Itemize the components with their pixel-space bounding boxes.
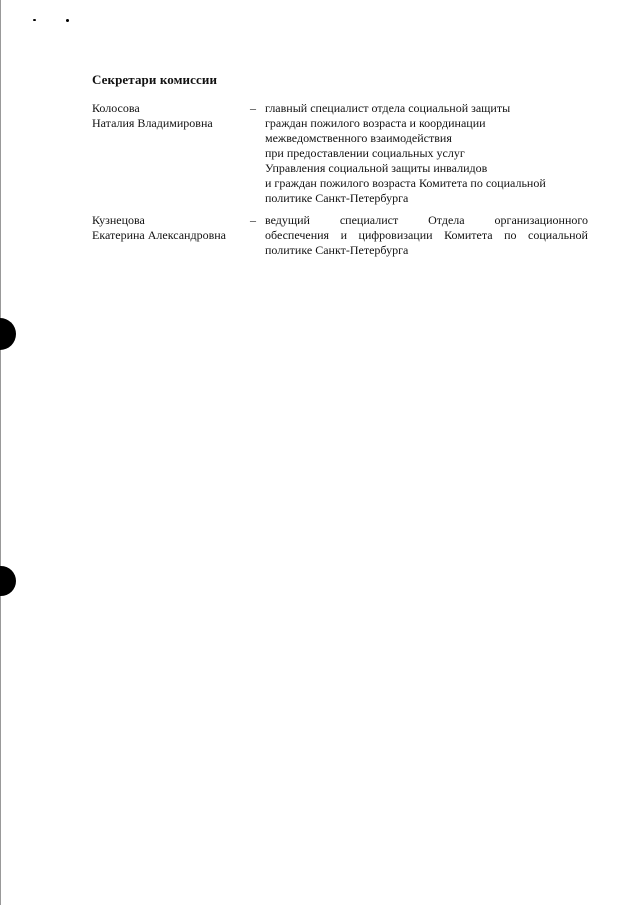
punch-hole	[0, 318, 16, 350]
position-line: политике Санкт-Петербурга	[265, 191, 409, 205]
position-word: организационного	[494, 213, 588, 227]
section-title: Секретари комиссии	[92, 72, 218, 87]
dash-separator: –	[250, 213, 256, 227]
position-line: и граждан пожилого возраста Комитета по социальной	[265, 176, 546, 190]
scan-speck	[66, 19, 69, 22]
position-line: Управления социальной защиты инвалидов	[265, 161, 488, 175]
position-word: и	[340, 228, 348, 242]
position-word: Отдела	[428, 213, 465, 227]
scan-speck	[33, 19, 36, 21]
position-line	[265, 228, 588, 243]
member-surname: Колосова	[92, 101, 140, 115]
scan-edge-line	[0, 0, 1, 905]
position-word: по	[504, 228, 517, 242]
member-surname: Кузнецова	[92, 213, 145, 227]
position-line: главный специалист отдела социальной защиты	[265, 101, 511, 115]
member-position	[265, 101, 588, 206]
position-word: ведущий	[265, 213, 310, 227]
position-line: межведомственного взаимодействия	[265, 131, 452, 145]
position-word: Комитета	[444, 228, 493, 242]
position-word: социальной	[528, 228, 588, 242]
member-position	[265, 213, 588, 258]
member-given-names: Наталия Владимировна	[92, 116, 213, 130]
dash-separator: –	[250, 101, 256, 115]
position-line: при предоставлении социальных услуг	[265, 146, 465, 160]
position-line: граждан пожилого возраста и координации	[265, 116, 486, 130]
member-given-names: Екатерина Александровна	[92, 228, 226, 242]
position-line: политике Санкт-Петербурга	[265, 243, 409, 257]
position-line	[265, 213, 588, 228]
member-name	[92, 101, 252, 131]
punch-hole	[0, 566, 16, 596]
member-name	[92, 213, 252, 243]
position-word: обеспечения	[265, 228, 330, 242]
position-word: специалист	[339, 213, 399, 227]
position-word: цифровизации	[358, 228, 433, 242]
